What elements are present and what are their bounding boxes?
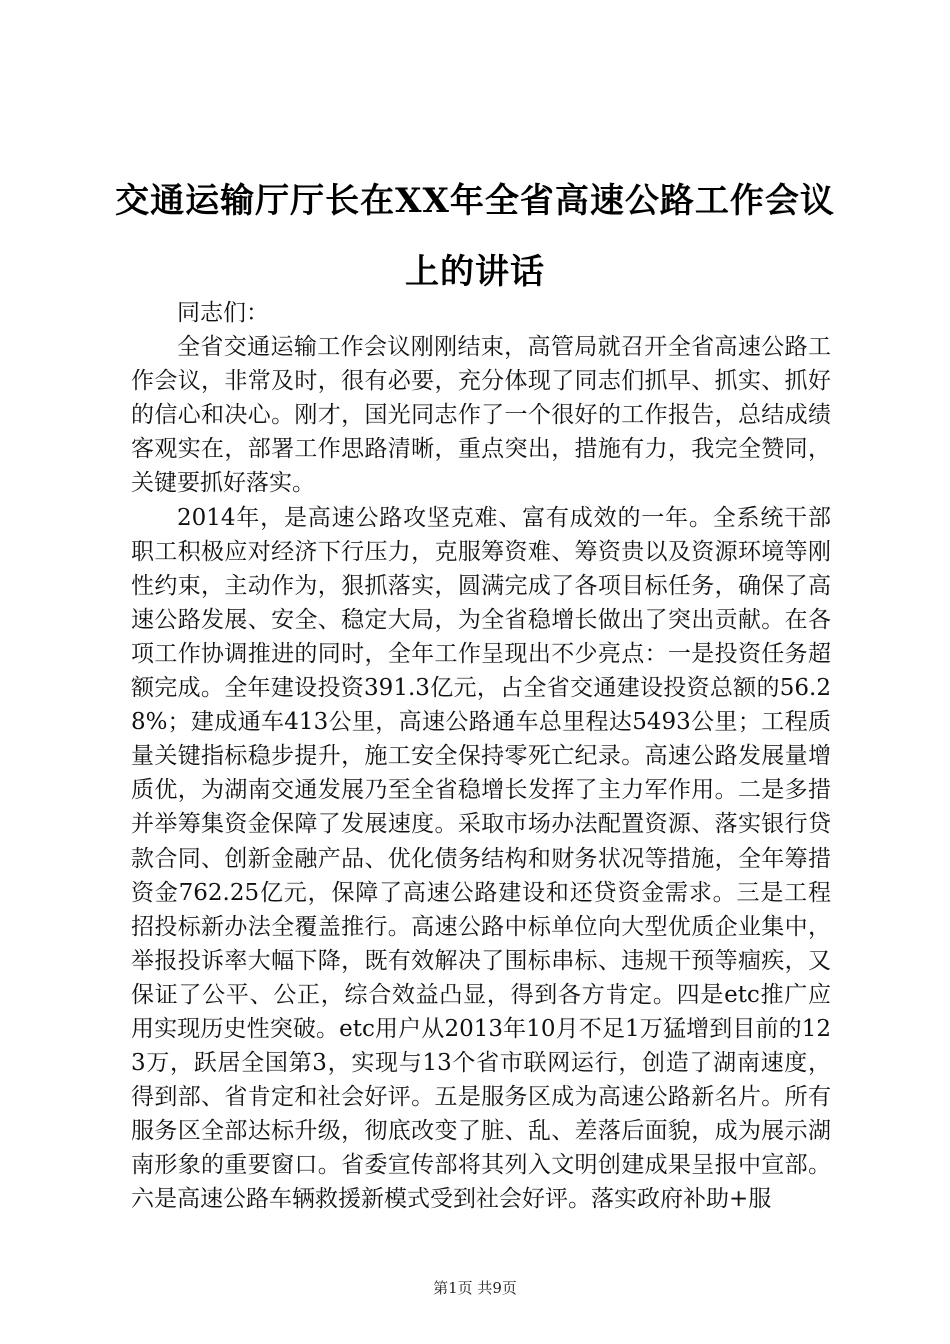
- document-body: [131, 296, 831, 1217]
- salutation: 同志们：: [177, 300, 269, 326]
- paragraph-2: 2014年，是高速公路攻坚克难、富有成效的一年。全系统干部职工积极应对经济下行压力，克服筹资难、筹资贵以及资源环境等刚性约束，主动作为，狠抓落实，圆满完成了各项目标任务，确保了高速公路发展、安全、稳定大局，为全省稳增长做出了突出贡献。在各项工作协调推进的同时，全年工作呈现出不少亮点：一是投资任务超额完成。全年建设投资391.3亿元，占全省交通建设投资总额的56.28%；建成通车413公里，高速公路通车总里程达5493公里；工程质量关键指标稳步提升，施工安全保持零死亡纪录。高速公路发展量增质优，为湖南交通发展乃至全省稳增长发挥了主力军作用。二是多措并举筹集资金保障了发展速度。采取市场办法配置资源、落实银行贷款合同、创新金融产品、优化债务结构和财务状况等措施，全年筹措资金762.25亿元，保障了高速公路建设和还贷资金需求。三是工程招投标新办法全覆盖推行。高速公路中标单位向大型优质企业集中，举报投诉率大幅下降，既有效解决了围标串标、违规干预等痼疾，又保证了公平、公正，综合效益凸显，得到各方肯定。四是etc推广应用实现历史性突破。etc用户从2013年10月不足1万猛增到目前的123万，跃居全国第3，实现与13个省市联网运行，创造了湖南速度，得到部、省肯定和社会好评。五是服务区成为高速公路新名片。所有服务区全部达标升级，彻底改变了脏、乱、差落后面貌，成为展示湖南形象的重要窗口。省委宣传部将其列入文明创建成果呈报中宣部。六是高速公路车辆救援新模式受到社会好评。落实政府补助+服: [131, 504, 831, 1213]
- paragraph-1: 全省交通运输工作会议刚刚结束，高管局就召开全省高速公路工作会议，非常及时，很有必要，充分体现了同志们抓早、抓实、抓好的信心和决心。刚才，国光同志作了一个很好的工作报告，总结成绩客观实在，部署工作思路清晰，重点突出，措施有力，我完全赞同，关键要抓好落实。: [131, 334, 831, 497]
- document-title: 交通运输厅厅长在XX年全省高速公路工作会议上的讲话: [115, 181, 835, 292]
- page-number-footer: 第1页 共9页: [433, 1279, 517, 1297]
